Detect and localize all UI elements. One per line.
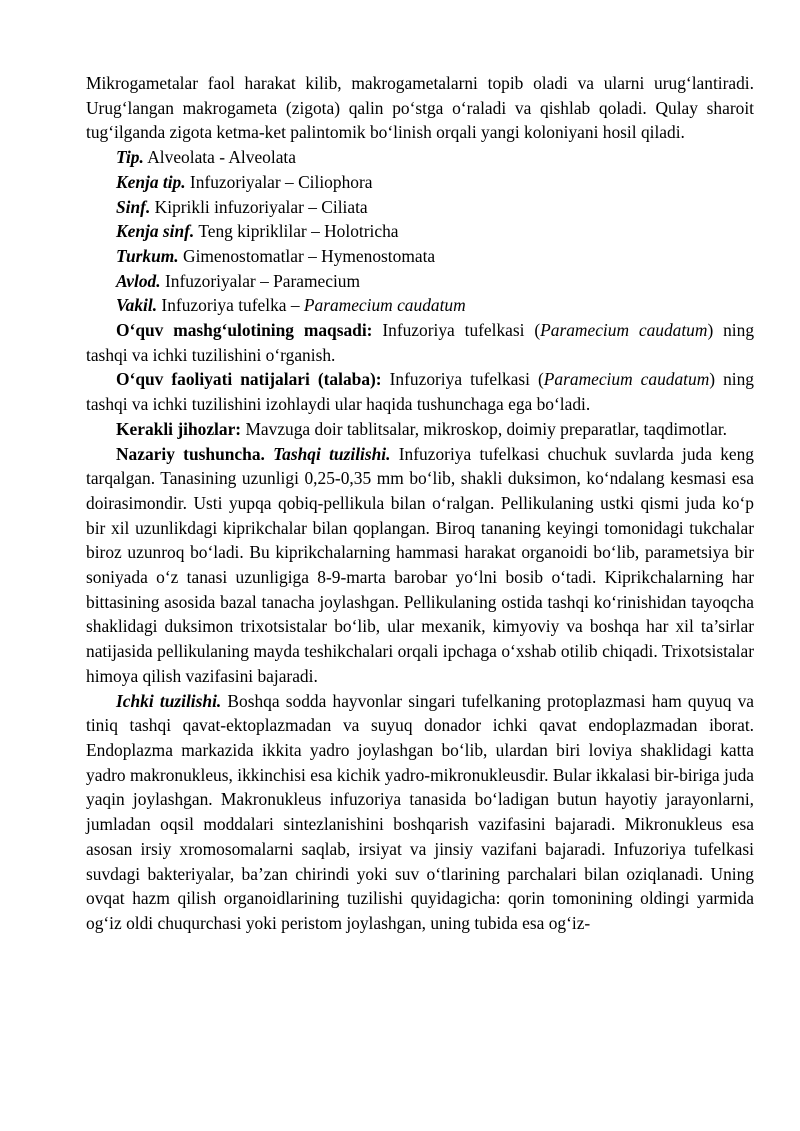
- taxonomy-list: [86, 145, 754, 318]
- taxonomy-value: Gimenostomatlar – Hymenostomata: [178, 245, 436, 266]
- results-paragraph: [86, 367, 754, 416]
- goal-species: Paramecium caudatum: [540, 320, 708, 341]
- taxonomy-label: Avlod.: [116, 270, 161, 291]
- taxonomy-label: Turkum.: [116, 245, 179, 266]
- results-label: O‘quv faoliyati natijalari (talaba):: [116, 369, 382, 390]
- taxonomy-label: Kenja tip.: [116, 171, 186, 192]
- goal-label: O‘quv mashg‘ulotining maqsadi:: [116, 320, 373, 341]
- goal-text-end: ) ning tashqi va ichki tuzilishini o‘rganish.: [86, 320, 755, 365]
- taxonomy-label: Vakil.: [116, 295, 158, 316]
- taxonomy-value: Infuzoriyalar – Ciliophora: [185, 171, 373, 192]
- results-species: Paramecium caudatum: [543, 369, 710, 390]
- taxonomy-label: Kenja sinf.: [116, 221, 195, 242]
- internal-text: Boshqa sodda hayvonlar singari tufelkaning protoplazmasi ham quyuq va tiniq tashqi qavat-ektoplazmadan va suyuq donador ichki qavat endoplazmadan iborat. Endoplazma markazida ikkita yadro joylashgan bo‘lib, ulardan biri loviya shaklidagi katta yadro makronukleus, ikkinchisi esa kichik yadro-mikronukleusdir. Bular ikkalasi bir-biriga juda yaqin joylashgan. Makronukleus infuzoriya tanasida bo‘ladigan butun hayotiy jarayonlarni, jumladan oqsil moddalari sintezlanishini boshqarish vazifasini bajaradi. Mikronukleus esa asosan irsiy xromosomalarni saqlab, irsiyat va jinsiy vazifani bajaradi. Infuzoriya tufelkasi suvdagi bakteriyalar, ba’zan chirindi yoki suv o‘tlarining parchalari bilan oziqlanadi. Uning ovqat hazm qilish organoidlarining tuzilishi quyidagicha: qorin tomonining oldingi yarmida og‘iz oldi chuqurchasi yoki peristom joylashgan, uning tubida esa og‘iz-: [86, 690, 754, 933]
- taxonomy-item: [86, 145, 754, 170]
- equipment-text: Mavzuga doir tablitsalar, mikroskop, doimiy preparatlar, taqdimotlar.: [241, 418, 727, 439]
- equipment-paragraph: [86, 417, 754, 442]
- taxonomy-item: [86, 269, 754, 294]
- taxonomy-item: [86, 244, 754, 269]
- theory-label: Nazariy tushuncha.: [116, 443, 265, 464]
- taxonomy-item: [86, 195, 754, 220]
- taxonomy-species: Paramecium caudatum: [303, 295, 466, 316]
- document-page: [86, 71, 754, 936]
- results-text: Infuzoriya tufelkasi (: [381, 369, 544, 390]
- taxonomy-item: [86, 170, 754, 195]
- taxonomy-value: Infuzoriya tufelka –: [157, 295, 304, 316]
- taxonomy-label: Tip.: [116, 147, 144, 168]
- taxonomy-label: Sinf.: [116, 196, 151, 217]
- goal-text: Infuzoriya tufelkasi (: [372, 320, 541, 341]
- taxonomy-value: Alveolata - Alveolata: [143, 147, 296, 168]
- taxonomy-value: Teng kipriklilar – Holotricha: [194, 221, 399, 242]
- taxonomy-value: Infuzoriyalar – Paramecium: [160, 270, 361, 291]
- taxonomy-value: Kiprikli infuzoriyalar – Ciliata: [150, 196, 368, 217]
- taxonomy-item: [86, 219, 754, 244]
- theory-text: Infuzoriya tufelkasi chuchuk suvlarda juda keng tarqalgan. Tanasining uzunligi 0,25-0,35 mm bo‘lib, shakli duksimon, ko‘ndalang kesmasi esa doirasimondir. Usti yupqa qobiq-pellikula bilan o‘ralgan. Pellikulaning ustki qismi juda ko‘p bir xil uzunlikdagi kiprikchalar bilan qoplangan. Biroq tananing keyingi tomonidagi tukchalar biroz uzunroq bo‘ladi. Bu kiprikchalarning hammasi harakat organoidi bo‘lib, parametsiya bir soniyada o‘z tanasi uzunligiga 8-9-marta barobar yo‘lni bosib o‘tadi. Kiprikchalarning har bittasining asosida bazal tanacha joylashgan. Pellikulaning ostida tashqi ko‘rinishidan tayoqcha shaklidagi duksimon trixotsistalar bo‘lib, ular mexanik, kimyoviy va boshqa har xil ta’sirlar natijasida pellikulaning mayda teshikchalari orqali ipchaga o‘xshab otilib chiqadi. Trixotsistalar himoya qilish vazifasini bajaradi.: [86, 443, 754, 686]
- results-text-end: ) ning tashqi va ichki tuzilishini izohlaydi ular haqida tushunchaga ega bo‘ladi.: [86, 369, 754, 415]
- intro-paragraph: Mikrogametalar faol harakat kilib, makrogametalarni topib oladi va ularni urug‘lantiradi. Urug‘langan makrogameta (zigota) qalin po‘stga o‘raladi va qishlab qoladi. Qulay sharoit tug‘ilganda zigota ketma-ket palintomik bo‘linish orqali yangi koloniyani hosil qiladi.: [86, 73, 754, 143]
- goal-paragraph: [86, 318, 754, 367]
- taxonomy-item: [86, 293, 754, 318]
- theory-sublabel: Tashqi tuzilishi.: [264, 443, 391, 464]
- internal-paragraph: [86, 689, 754, 936]
- equipment-label: Kerakli jihozlar:: [116, 418, 242, 439]
- theory-paragraph: [86, 442, 754, 689]
- internal-label: Ichki tuzilishi.: [116, 690, 222, 711]
